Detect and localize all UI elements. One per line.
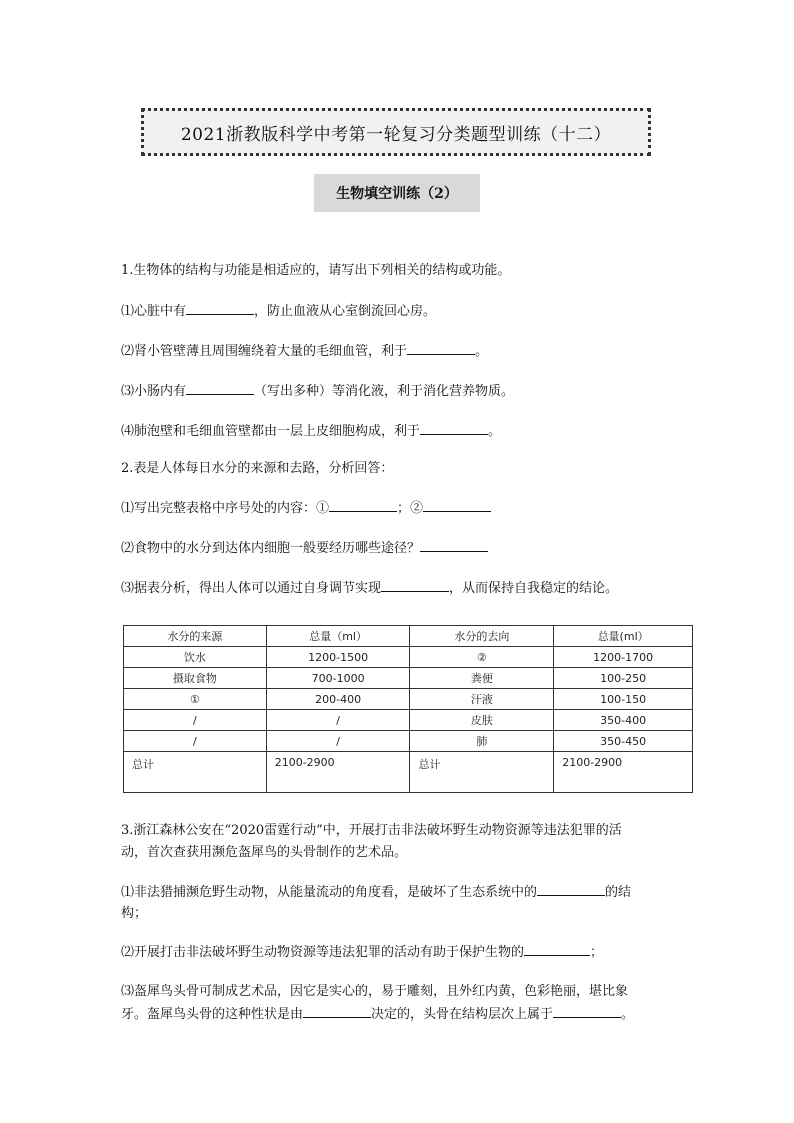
q1-part4: ⑷肺泡壁和毛细血管壁都由一层上皮细胞构成，利于 。 xyxy=(121,424,502,439)
table-row xyxy=(124,731,693,752)
answer-blank[interactable] xyxy=(381,579,449,592)
answer-blank[interactable] xyxy=(524,943,590,956)
answer-blank[interactable] xyxy=(553,1005,621,1018)
table-cell: 2100-2900 xyxy=(554,752,693,793)
table-cell: / xyxy=(266,731,410,752)
q3-stem-line1: 3.浙江森林公安在“2020雷霆行动”中，开展打击非法破坏野生动物资源等违法犯罪的活 xyxy=(121,823,622,838)
title-box xyxy=(141,108,651,156)
answer-blank[interactable] xyxy=(420,539,488,552)
subtitle-box xyxy=(314,174,480,212)
table-cell: / xyxy=(266,710,410,731)
answer-blank[interactable] xyxy=(303,1005,371,1018)
table-cell: / xyxy=(124,710,267,731)
q1-part1: ⑴心脏中有 ，防止血液从心室倒流回心房。 xyxy=(121,304,437,319)
table-cell: 汗液 xyxy=(410,689,554,710)
answer-blank[interactable] xyxy=(537,883,605,896)
table-cell: 总计 xyxy=(124,752,267,793)
table-row xyxy=(124,710,693,731)
q3-part2: ⑵开展打击非法破坏野生动物资源等违法犯罪的活动有助于保护生物的 ； xyxy=(121,945,604,960)
table-header-cell: 总量(ml） xyxy=(554,626,693,647)
q2-part2: ⑵食物中的水分到达体内细胞一般要经历哪些途径？ xyxy=(121,539,488,558)
table-cell: ② xyxy=(410,647,554,668)
q2-part1: ⑴写出完整表格中序号处的内容：① ；② xyxy=(121,499,491,518)
answer-blank[interactable] xyxy=(186,382,254,395)
q3-part1: ⑴非法猎捕濒危野生动物，从能量流动的角度看，是破坏了生态系统中的 的结 xyxy=(121,885,632,900)
table-cell: 饮水 xyxy=(124,647,267,668)
table-row xyxy=(124,689,693,710)
table-row xyxy=(124,668,693,689)
table-cell: 350-450 xyxy=(554,731,693,752)
page-subtitle: 生物填空训练（2） xyxy=(336,186,458,202)
q3-stem-line2: 动，首次查获用濒危盔犀鸟的头骨制作的艺术品。 xyxy=(121,845,408,860)
table-cell: 200-400 xyxy=(266,689,410,710)
page-title: 2021浙教版科学中考第一轮复习分类题型训练（十二） xyxy=(180,124,612,145)
answer-blank[interactable] xyxy=(420,422,488,435)
q2-part3: ⑶据表分析，得出人体可以通过自身调节实现 ，从而保持自我稳定的结论。 xyxy=(121,581,619,596)
q1-stem: 1.生物体的结构与功能是相适应的，请写出下列相关的结构或功能。 xyxy=(121,263,511,278)
table-cell: 2100-2900 xyxy=(266,752,410,793)
table-cell: 肺 xyxy=(410,731,554,752)
table-header-cell: 水分的来源 xyxy=(124,626,267,647)
table-cell: 1200-1700 xyxy=(554,647,693,668)
water-table xyxy=(123,625,693,793)
table-cell: / xyxy=(124,731,267,752)
table-cell: ① xyxy=(124,689,267,710)
q2-stem: 2.表是人体每日水分的来源和去路，分析回答： xyxy=(121,461,394,476)
table-cell: 350-400 xyxy=(554,710,693,731)
table-cell: 皮肤 xyxy=(410,710,554,731)
answer-blank[interactable] xyxy=(329,499,397,512)
table-cell: 总计 xyxy=(410,752,554,793)
table-cell: 700-1000 xyxy=(266,668,410,689)
table-cell: 摄取食物 xyxy=(124,668,267,689)
answer-blank[interactable] xyxy=(423,499,491,512)
table-cell: 100-150 xyxy=(554,689,693,710)
answer-blank[interactable] xyxy=(186,302,254,315)
answer-blank[interactable] xyxy=(407,342,475,355)
q1-part3: ⑶小肠内有 （写出多种）等消化液，利于消化营养物质。 xyxy=(121,384,515,399)
table-header-cell: 水分的去向 xyxy=(410,626,554,647)
table-cell: 1200-1500 xyxy=(266,647,410,668)
table-cell: 粪便 xyxy=(410,668,554,689)
table-cell: 100-250 xyxy=(554,668,693,689)
q3-part3-line2: 牙。盔犀鸟头骨的这种性状是由 决定的，头骨在结构层次上属于 。 xyxy=(121,1007,635,1022)
table-header-cell: 总量（ml） xyxy=(266,626,410,647)
table-total-row xyxy=(124,752,693,793)
table-header-row xyxy=(124,626,693,647)
table-row xyxy=(124,647,693,668)
q1-part2: ⑵肾小管壁薄且周围缠绕着大量的毛细血管，利于 。 xyxy=(121,344,489,359)
q3-part1-cont: 构； xyxy=(121,906,148,921)
q3-part3-line1: ⑶盔犀鸟头骨可制成艺术品，因它是实心的，易于雕刻，且外红内黄，色彩艳丽，堪比象 xyxy=(121,984,629,999)
